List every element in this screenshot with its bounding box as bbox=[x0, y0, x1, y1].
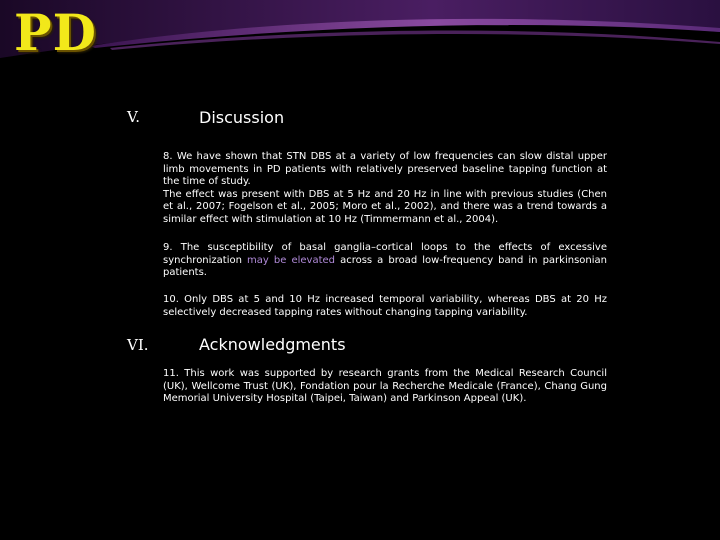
paragraph-text-after: across a broad low-frequency band in parkinsonian patients. bbox=[163, 254, 607, 279]
paragraph-text: 11. This work was supported by research grants from the Medical Research Council (UK), Wellcome Trust (UK), Fondation pour la Recherche Medicale (France), Chang Gung Memorial University Hospital (Taipei, Taiwan) and Parkinson Appeal (UK). bbox=[163, 368, 607, 405]
section-title: Acknowledgments bbox=[199, 335, 346, 354]
highlighted-text: may be elevated bbox=[247, 254, 335, 266]
paragraph-text: 10. Only DBS at 5 and 10 Hz increased temporal variability, whereas DBS at 20 Hz selectively decreased tapping rates without changing tapping variability. bbox=[163, 294, 607, 318]
paragraph-text: 8. We have shown that STN DBS at a variety of low frequencies can slow distal upper limb movements in PD patients with relatively preserved baseline tapping function at the time of study. bbox=[163, 151, 607, 188]
paragraph bbox=[163, 368, 607, 406]
section-number: VI. bbox=[127, 336, 149, 354]
section-title: Discussion bbox=[199, 108, 285, 127]
section-number: V. bbox=[127, 108, 140, 126]
paragraph bbox=[163, 151, 607, 227]
paragraph-text-continued: The effect was present with DBS at 5 Hz and 20 Hz in line with previous studies (Chen et al., 2007; Fogelson et al., 2005; Moro et al., 2002), and there was a trend towards a similar effect with stimulation at 10 Hz (Timmermann et al., 2004). bbox=[163, 188, 607, 225]
paragraph bbox=[163, 294, 607, 319]
paragraph bbox=[163, 242, 607, 280]
header-swoosh-decoration bbox=[0, 0, 720, 80]
paragraph-text: 9. The susceptibility of basal ganglia–cortical loops to the effects of excessive synchronization bbox=[163, 242, 607, 266]
logo: PD bbox=[14, 3, 97, 62]
